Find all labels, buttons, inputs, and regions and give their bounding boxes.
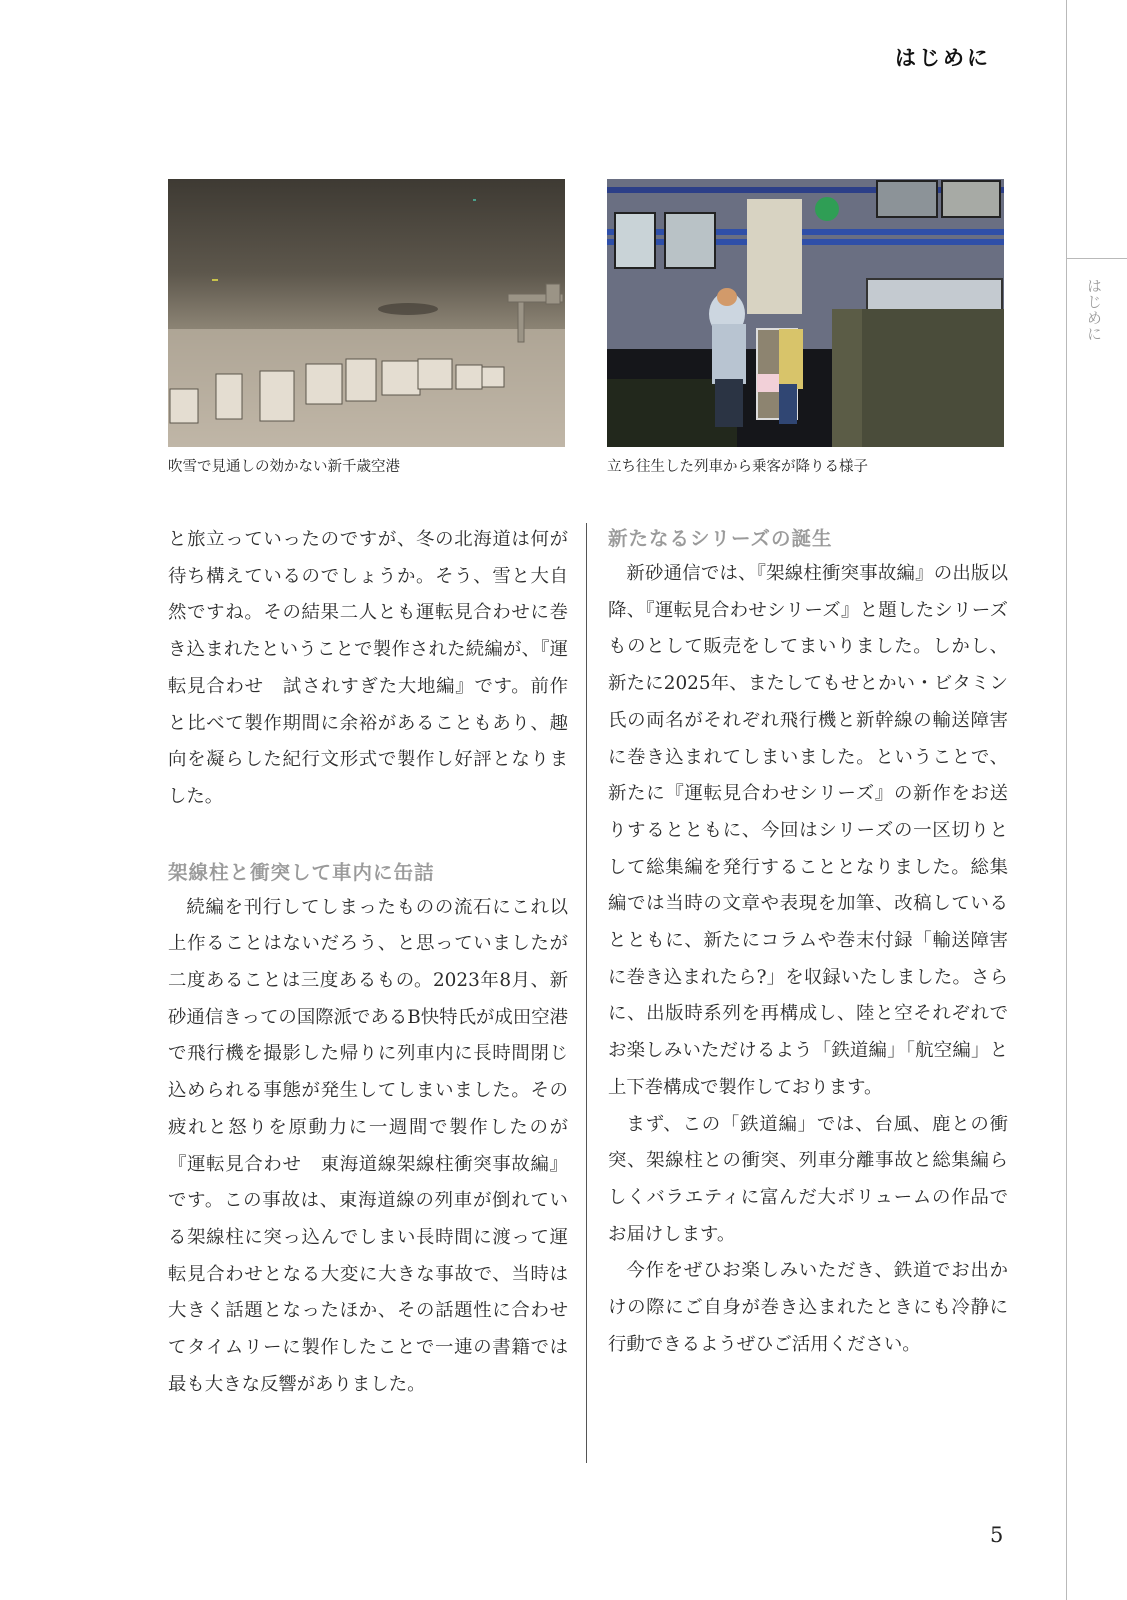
right-text-column <box>608 522 1008 1363</box>
photo-snowy-airport <box>168 179 565 447</box>
section-heading: 架線柱と衝突して車内に缶詰 <box>168 860 435 884</box>
photo-snowy-airport-image <box>168 179 565 447</box>
section-heading: 新たなるシリーズの誕生 <box>608 527 833 550</box>
side-vertical-rule <box>1066 0 1067 1600</box>
photo-caption-right: 立ち往生した列車から乗客が降りる様子 <box>607 459 868 475</box>
photo-caption-left: 吹雪で見通しの効かない新千歳空港 <box>168 459 400 475</box>
paragraph-gap <box>168 816 568 856</box>
body-paragraph: 新砂通信では、『架線柱衝突事故編』の出版以降、『運転見合わせシリーズ』と題したシリーズものとして販売をしてまいりました。しかし、新たに2025年、またしてもせとかい・ビタミン氏の両名がそれぞれ飛行機と新幹線の輸送障害に巻き込まれてしまいました。ということで、新たに『運転見合わせシリーズ』の新作をお送りするとともに、今回はシリーズの一区切りとして総集編を発行することとなりました。総集編では当時の文章や表現を加筆、改稿しているとともに、新たにコラムや巻末付録「輸送障害に巻き込まれたら?」を収録いたしました。さらに、出版時系列を再構成し、陸と空それぞれでお楽しみいただけるよう「鉄道編」「航空編」と上下巻構成で製作しております。 <box>608 563 1008 1098</box>
body-paragraph: まず、この「鉄道編」では、台風、鹿との衝突、架線柱との衝突、列車分離事故と総集編らしくバラエティに富んだ大ボリュームの作品でお届けします。 <box>608 1113 1008 1245</box>
body-paragraph: と旅立っていったのですが、冬の北海道は何が待ち構えているのでしょうか。そう、雪と大自然ですね。その結果二人とも運転見合わせに巻き込まれたということで製作された続編が、『運転見合わせ 試されすぎた大地編』です。前作と比べて製作期間に余裕があることもあり、趣向を凝らした紀行文形式で製作し好評となりました。 <box>168 529 568 807</box>
left-text-column <box>168 522 568 1403</box>
page-header-title: はじめに <box>895 46 991 70</box>
body-paragraph: 続編を刊行してしまったものの流石にこれ以上作ることはないだろう、と思っていましたが二度あることは三度あるもの。2023年8月、新砂通信きっての国際派であるB快特氏が成田空港で飛行機を撮影した帰りに列車内に長時間閉じ込められる事態が発生してしまいました。その疲れと怒りを原動力に一週間で製作したのが『運転見合わせ 東海道線架線柱衝突事故編』です。この事故は、東海道線の列車が倒れている架線柱に突っ込んでしまい長時間に渡って運転見合わせとなる大変に大きな事故で、当時は大きく話題となったほか、その話題性に合わせてタイムリーに製作したことで一連の書籍では最も大きな反響がありました。 <box>168 896 568 1395</box>
column-divider <box>586 523 587 1463</box>
photo-train-evacuation <box>607 179 1004 447</box>
body-paragraph: 今作をぜひお楽しみいただき、鉄道でお出かけの際にご自身が巻き込まれたときにも冷静に行動できるようぜひご活用ください。 <box>608 1260 1008 1355</box>
chapter-index-tab: はじめに <box>1085 278 1103 342</box>
page-number: 5 <box>990 1523 1004 1547</box>
side-horizontal-rule <box>1066 258 1127 259</box>
photo-train-evacuation-image <box>607 179 1004 447</box>
